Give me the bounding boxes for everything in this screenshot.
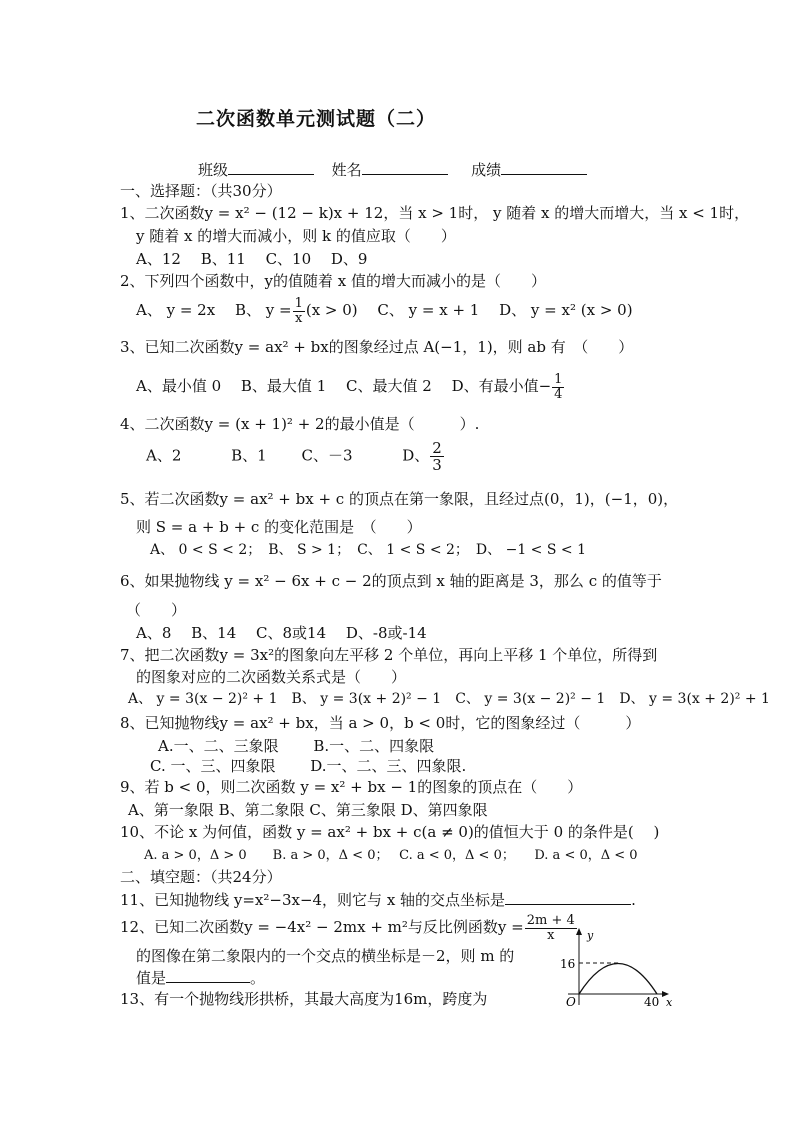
q6-stem-line2: （ ） bbox=[126, 601, 187, 619]
class-label: 班级 bbox=[198, 161, 229, 179]
q3-stem: 3、已知二次函数y = ax² + bx的图象经过点 A(−1，1)，则 ab 有 （ ） bbox=[120, 338, 634, 356]
score-field[interactable] bbox=[501, 160, 587, 175]
q12-fraction-num: 2m + 4 bbox=[526, 912, 575, 928]
q8-options-cd: C. 一、三、四象限 D.一、二、三、四象限. bbox=[150, 757, 467, 775]
q12-value-label: 值是 bbox=[136, 969, 167, 987]
page-title: 二次函数单元测试题（二） bbox=[196, 108, 437, 130]
y-axis-arrow bbox=[576, 928, 582, 935]
y-axis-label: y bbox=[587, 929, 594, 942]
q3-fraction bbox=[552, 373, 564, 402]
q7-options: A、 y = 3(x − 2)² + 1 B、 y = 3(x + 2)² − 1 C、 y = 3(x − 2)² − 1 D、 y = 3(x + 2)² + 1 bbox=[128, 691, 770, 707]
q2-stem: 2、下列四个函数中，y的值随着 x 值的增大而减小的是（ ） bbox=[120, 272, 547, 290]
q2-fraction bbox=[293, 297, 305, 326]
section-heading-choice: 一、选择题：（共30分） bbox=[120, 182, 282, 200]
q11-text: 11、已知抛物线 y=x²−3x−4，则它与 x 轴的交点坐标是 bbox=[120, 891, 506, 909]
q12-answer-blank[interactable] bbox=[166, 968, 250, 983]
q4-stem: 4、二次函数y = (x + 1)² + 2的最小值是（ ）. bbox=[120, 415, 480, 433]
score-label: 成绩 bbox=[471, 161, 502, 179]
student-info-row bbox=[198, 160, 587, 180]
height-label: 16 bbox=[560, 957, 576, 971]
q10-options: A. a > 0，Δ > 0 B. a > 0，Δ < 0； C. a < 0，Δ < 0； D. a < 0，Δ < 0 bbox=[144, 848, 638, 863]
q11-end: . bbox=[631, 891, 636, 909]
q4-fraction-num: 2 bbox=[432, 439, 442, 457]
q12-fraction-den: x bbox=[547, 927, 555, 943]
name-field[interactable] bbox=[362, 160, 448, 175]
q4-fraction-den: 3 bbox=[432, 456, 442, 474]
q8-options-ab: A.一、二、三象限 B.一、二、四象限 bbox=[158, 737, 435, 755]
q4-options-text: A、2 B、1 C、－3 D、 bbox=[146, 446, 430, 465]
q9-options: A、第一象限 B、第二象限 C、第三象限 D、第四象限 bbox=[128, 801, 488, 819]
q4-fraction bbox=[430, 440, 444, 473]
q12-text: 12、已知二次函数y = −4x² − 2mx + m²与反比例函数y = bbox=[120, 918, 524, 936]
q3-options-text: A、最小值 0 B、最大值 1 C、最大值 2 D、有最小值− bbox=[136, 377, 552, 395]
q11-stem bbox=[120, 890, 636, 910]
origin-label: O bbox=[566, 995, 576, 1009]
q3-fraction-num: 1 bbox=[554, 371, 563, 387]
q9-stem: 9、若 b < 0，则二次函数 y = x² + bx − 1的图象的顶点在（ ） bbox=[120, 778, 583, 796]
q3-options bbox=[136, 372, 565, 402]
q1-stem-line2: y 随着 x 的增大而减小，则 k 的值应取（ ） bbox=[136, 227, 456, 245]
q12-end: 。 bbox=[250, 969, 266, 987]
parabola-arch bbox=[579, 964, 657, 995]
section-heading-fill: 二、填空题：（共24分） bbox=[120, 868, 282, 886]
q6-stem-line1: 6、如果抛物线 y = x² − 6x + c − 2的顶点到 x 轴的距离是 3，那么 c 的值等于 bbox=[120, 572, 662, 590]
q10-stem: 10、不论 x 为何值，函数 y = ax² + bx + c(a ≠ 0)的值恒大于 0 的条件是( ) bbox=[120, 823, 660, 841]
q7-stem-line2: 的图象对应的二次函数关系式是（ ） bbox=[136, 668, 407, 686]
q2-options-rest: (x > 0) C、 y = x + 1 D、 y = x² (x > 0) bbox=[305, 301, 633, 319]
span-label: 40 bbox=[644, 995, 660, 1009]
q5-stem-line1: 5、若二次函数y = ax² + bx + c 的顶点在第一象限，且经过点(0，1)，(−1，0)， bbox=[120, 490, 679, 508]
q11-answer-blank[interactable] bbox=[505, 890, 631, 905]
q5-options: A、 0 < S < 2； B、 S > 1； C、 1 < S < 2； D、 −1 < S < 1 bbox=[150, 542, 586, 558]
x-axis-label: x bbox=[666, 996, 673, 1009]
q5-stem-line2: 则 S = a + b + c 的变化范围是 （ ） bbox=[136, 518, 422, 536]
q12-stem-line1 bbox=[120, 912, 578, 943]
q2-options bbox=[136, 296, 633, 326]
q4-options bbox=[146, 440, 445, 473]
q12-stem-line3 bbox=[136, 968, 265, 988]
q12-stem-line2: 的图像在第二象限内的一个交点的横坐标是－2，则 m 的 bbox=[136, 947, 515, 965]
q6-options: A、8 B、14 C、8或14 D、-8或-14 bbox=[136, 624, 427, 642]
q2-fraction-num: 1 bbox=[294, 295, 303, 311]
name-label: 姓名 bbox=[331, 161, 362, 179]
q13-stem: 13、有一个抛物线形拱桥，其最大高度为16m，跨度为 bbox=[120, 990, 488, 1008]
q8-stem: 8、已知抛物线y = ax² + bx，当 a > 0，b < 0时，它的图象经过（ ） bbox=[120, 714, 641, 732]
q3-fraction-den: 4 bbox=[554, 386, 563, 402]
q1-options: A、12 B、11 C、10 D、9 bbox=[136, 250, 368, 268]
q2-options-start: A、 y = 2x B、 y = bbox=[136, 301, 292, 319]
class-field[interactable] bbox=[228, 160, 314, 175]
q2-fraction-den: x bbox=[295, 310, 303, 326]
q7-stem-line1: 7、把二次函数y = 3x²的图象向左平移 2 个单位，再向上平移 1 个单位，所得到 bbox=[120, 646, 658, 664]
q1-stem-line1: 1、二次函数y = x² − (12 − k)x + 12，当 x > 1时， y 随着 x 的增大而增大，当 x < 1时， bbox=[120, 204, 750, 222]
arch-bridge-figure bbox=[548, 925, 678, 1010]
